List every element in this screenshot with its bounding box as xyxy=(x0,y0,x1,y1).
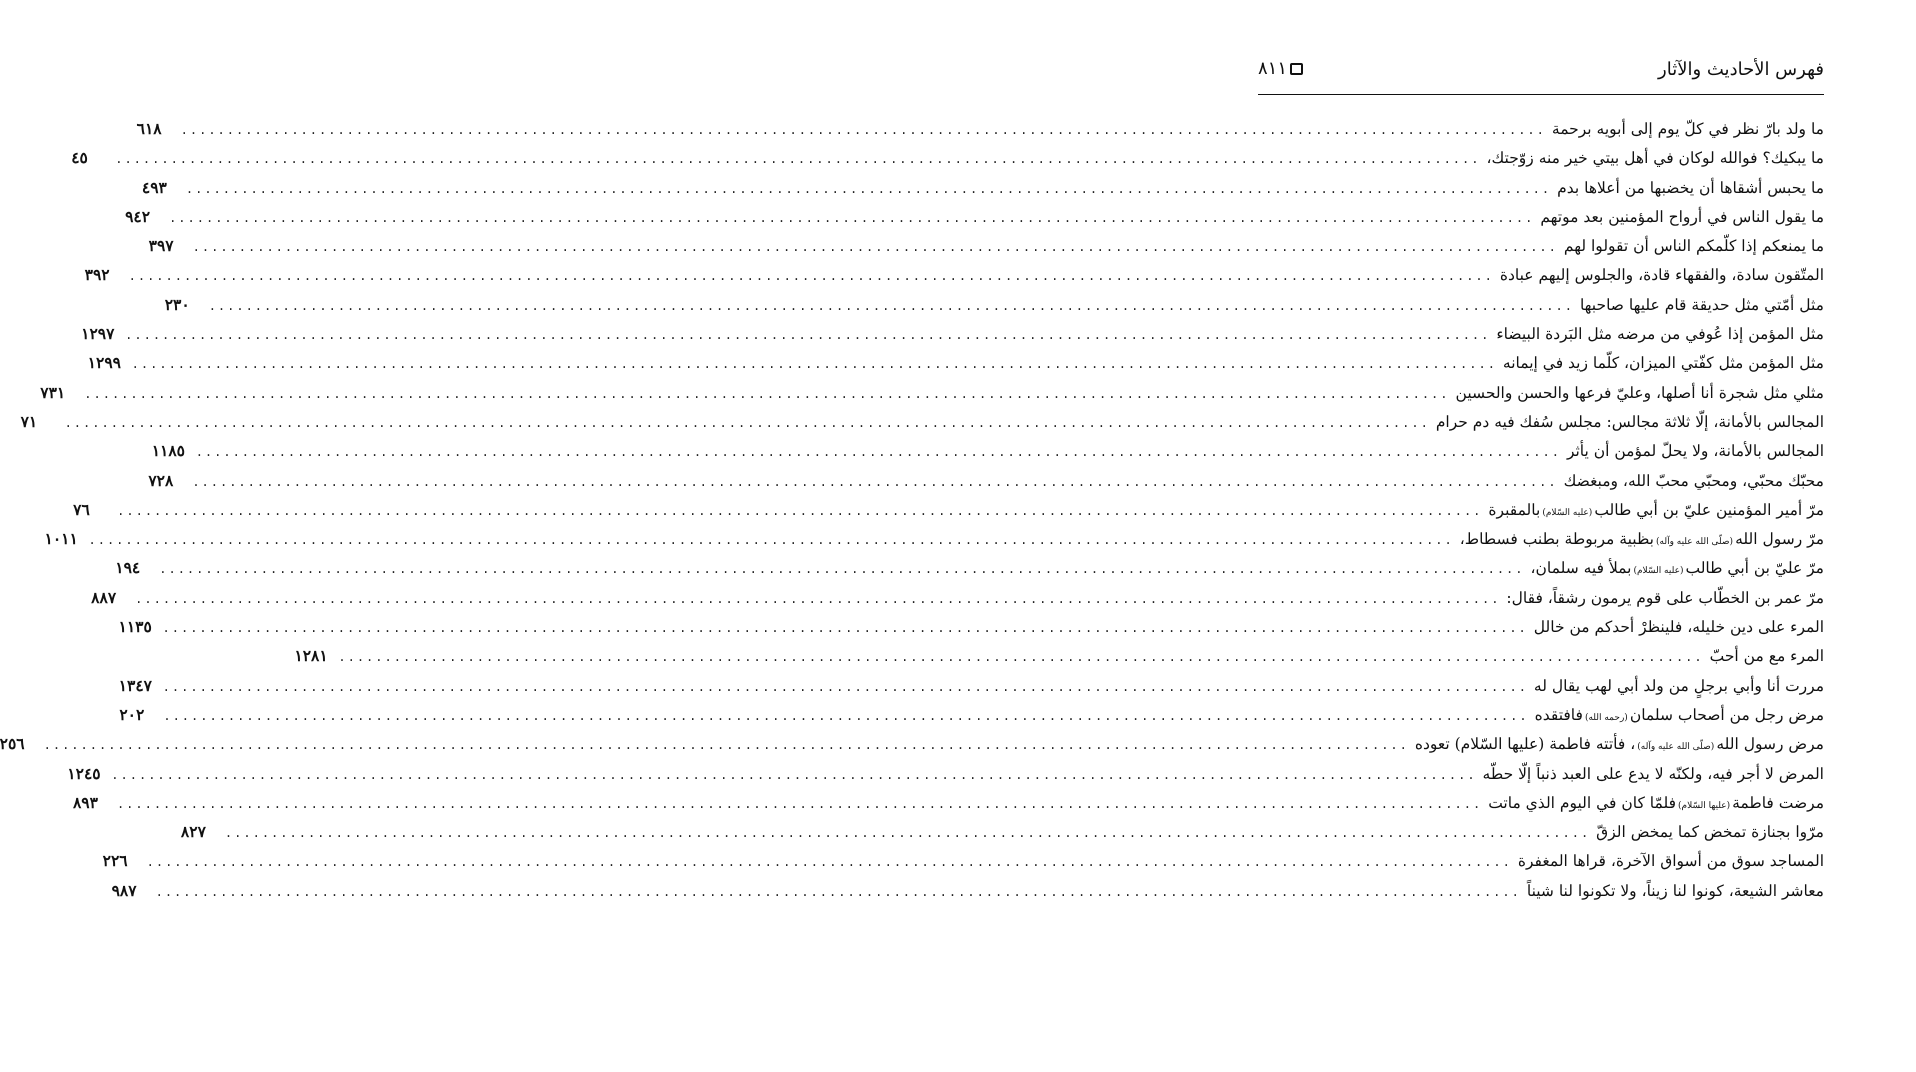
leader-dots xyxy=(163,709,1528,723)
leader-dots xyxy=(225,826,1590,840)
index-entry xyxy=(180,822,1824,851)
entry-text-main: مثل المؤمن مثل كفّتي الميزان، كلّما زيد في إيمانه xyxy=(1502,354,1824,373)
index-entry xyxy=(141,177,1824,207)
page-number xyxy=(1258,58,1303,79)
entry-page-number: ٢٥٦ xyxy=(0,734,25,754)
leader-dots xyxy=(111,768,1476,782)
entry-text xyxy=(1456,384,1824,402)
entry-page-number: ٨٢٧ xyxy=(180,822,206,842)
entry-honorific-note: (رحمه الله) xyxy=(1584,712,1628,723)
entry-page-number: ١٢٩٩ xyxy=(87,353,121,373)
leader-dots xyxy=(192,475,1557,489)
entry-text-main: مرّوا بجنازة تمخض كما يمخض الزقّ xyxy=(1596,823,1824,842)
leader-dots xyxy=(132,357,1497,371)
index-entry xyxy=(20,411,1824,441)
entry-text xyxy=(1596,823,1824,841)
entry-text-after: فافتقده xyxy=(1534,705,1583,724)
leader-dots xyxy=(117,797,1482,811)
entry-text xyxy=(1540,208,1824,226)
index-entry xyxy=(111,880,1824,910)
entry-page-number: ٣٩٢ xyxy=(84,265,110,285)
index-entry xyxy=(73,499,1824,529)
entry-text xyxy=(1415,735,1824,753)
entry-page-number: ٧٦ xyxy=(73,499,90,519)
leader-dots xyxy=(163,680,1528,694)
entry-text xyxy=(1506,589,1824,607)
entry-honorific-note: (عليه السّلام) xyxy=(1542,507,1593,518)
index-entry xyxy=(125,206,1824,236)
entry-page-number: ٧٢٨ xyxy=(148,470,174,490)
entry-text xyxy=(1564,472,1824,490)
entry-honorific-note: (عليها السّلام) xyxy=(1678,800,1731,811)
leader-dots xyxy=(115,152,1480,166)
entry-page-number: ٢٣٠ xyxy=(164,294,190,314)
leader-dots xyxy=(169,211,1534,225)
entry-text-main: مثل المؤمن إذا عُوفي من مرضه مثل البَردة البيضاء xyxy=(1496,325,1824,344)
index-entry xyxy=(115,558,1824,587)
entry-text-main: مرّ أمير المؤمنين عليّ بن أبي طالب xyxy=(1594,500,1824,519)
entry-text-main: المرض لا أجر فيه، ولكنّه لا يدع على العبد ذنباً إلّا حطّه xyxy=(1482,764,1824,783)
index-entry xyxy=(71,148,1824,177)
entry-text xyxy=(1531,559,1825,577)
index-entry xyxy=(40,382,1824,412)
entry-text xyxy=(1488,501,1824,519)
entry-page-number: ٩٤٢ xyxy=(125,206,151,226)
index-entry xyxy=(72,792,1824,822)
entry-text-main: معاشر الشيعة، كونوا لنا زيناً، ولا تكونوا لنا شيناً xyxy=(1526,881,1824,900)
index-entry xyxy=(119,704,1824,734)
index-entry xyxy=(164,294,1824,324)
entry-text-after: فلمّا كان في اليوم الذي ماتت xyxy=(1488,793,1677,812)
entry-text xyxy=(1436,413,1824,431)
entry-text xyxy=(1710,647,1824,665)
entry-text-main: مرض رجل من أصحاب سلمان xyxy=(1629,705,1824,724)
entry-page-number: ٤٥ xyxy=(71,148,88,168)
leader-dots xyxy=(156,885,1521,899)
entry-text xyxy=(1557,179,1824,197)
entry-text-after: بالمقبرة xyxy=(1488,500,1541,519)
entry-text-main: ما ولد بارّ نظر في كلّ يوم إلى أبويه برحمة xyxy=(1551,120,1824,138)
leader-dots xyxy=(181,123,1546,137)
index-entry xyxy=(118,675,1824,705)
leader-dots xyxy=(193,240,1558,254)
leader-dots xyxy=(186,182,1551,196)
entry-text-main: المرء على دين خليله، فلينظرْ أحدكم من خالل xyxy=(1533,618,1824,637)
leader-dots xyxy=(135,592,1500,606)
entry-page-number: ١٢٨١ xyxy=(294,646,328,666)
entry-text xyxy=(1488,794,1824,812)
entry-page-number: ٤٩٣ xyxy=(141,177,167,197)
header-rule xyxy=(1258,94,1824,95)
entry-text-after: ، فأتته فاطمة (عليها السّلام) تعوده xyxy=(1414,735,1636,754)
leader-dots xyxy=(117,504,1482,518)
leader-dots xyxy=(209,299,1574,313)
index-entry xyxy=(87,353,1824,382)
index-entry xyxy=(44,529,1824,558)
entry-page-number: ١٩٤ xyxy=(115,558,141,578)
entry-text-main: المساجد سوق من أسواق الآخرة، قراها المغفرة xyxy=(1517,852,1824,871)
entry-page-number: ١٢٩٧ xyxy=(81,324,115,344)
entry-text-main: مرّ عليّ بن أبي طالب xyxy=(1685,559,1824,578)
index-entry xyxy=(294,646,1824,675)
entry-text-main: ما يمنعكم إذا كلّمكم الناس أن تقولوا لهم xyxy=(1563,237,1824,256)
index-entry xyxy=(148,236,1824,265)
entry-text-after: بملأ فيه سلمان، xyxy=(1530,559,1632,578)
entry-honorific-note: (عليه السّلام) xyxy=(1633,566,1684,577)
entry-text xyxy=(1564,237,1824,255)
entry-text xyxy=(1500,266,1824,284)
entry-text-after: بظبية مربوطة بطنب فسطاط، xyxy=(1459,530,1654,549)
leader-dots xyxy=(147,855,1512,869)
entry-honorific-note: (صلّى الله عليه وآله) xyxy=(1655,537,1734,548)
page-header xyxy=(1258,58,1824,88)
entry-text-main: محبّك محبّي، ومحبّي محبّ الله، ومبغضك xyxy=(1563,471,1824,490)
entry-text-main: ما يقول الناس في أرواح المؤمنين بعد موتهم xyxy=(1540,207,1824,226)
index-entry xyxy=(151,441,1824,470)
entry-text xyxy=(1503,354,1824,372)
page-number-text: ٨١١ xyxy=(1258,58,1288,79)
running-title: فهرس الأحاديث والآثار xyxy=(1658,58,1824,80)
index-entry xyxy=(136,119,1824,148)
entry-page-number: ٨٨٧ xyxy=(91,587,117,607)
page-marker-icon xyxy=(1290,63,1303,75)
leader-dots xyxy=(338,650,1703,664)
entry-text-main: ما يحبس أشقاها أن يخضبها من أعلاها بدم xyxy=(1557,178,1824,197)
index-entry xyxy=(0,734,1824,763)
entry-page-number: ١١٨٥ xyxy=(151,441,185,461)
entry-text xyxy=(1483,765,1824,783)
entry-text xyxy=(1496,325,1824,343)
entry-text xyxy=(1486,149,1824,167)
entry-page-number: ١٣٤٧ xyxy=(118,675,152,695)
leader-dots xyxy=(89,533,1454,547)
entry-text xyxy=(1552,120,1824,138)
entry-page-number: ٣٩٧ xyxy=(148,236,174,256)
hadith-index-list xyxy=(0,119,1824,910)
index-entry xyxy=(118,617,1824,646)
leader-dots xyxy=(159,562,1524,576)
entry-text-main: مثل أمّتي مثل حديقة قام عليها صاحبها xyxy=(1579,295,1824,314)
entry-page-number: ١١٣٥ xyxy=(118,617,152,637)
entry-text-main: مرّ عمر بن الخطّاب على قوم يرمون رشقاً، فقال: xyxy=(1506,588,1824,607)
entry-text xyxy=(1534,677,1824,695)
entry-text xyxy=(1527,882,1824,900)
entry-page-number: ٨٩٣ xyxy=(72,792,98,812)
entry-text xyxy=(1534,618,1824,636)
entry-text-main: المجالس بالأمانة، ولا يحلّ لمؤمن أن يأثر xyxy=(1566,442,1824,461)
leader-dots xyxy=(196,445,1561,459)
leader-dots xyxy=(65,416,1430,430)
index-entry xyxy=(102,851,1824,880)
entry-text xyxy=(1535,706,1824,724)
entry-text-main: مرضت فاطمة xyxy=(1732,793,1824,812)
leader-dots xyxy=(44,738,1409,752)
entry-text-main: مرّ رسول الله xyxy=(1735,530,1824,549)
entry-text-main: مررت أنا وأبي برجلٍ من ولد أبي لهب يقال له xyxy=(1533,676,1824,695)
entry-page-number: ٧٣١ xyxy=(40,382,66,402)
entry-page-number: ٦١٨ xyxy=(136,119,162,138)
entry-page-number: ٢٠٢ xyxy=(119,704,145,724)
index-entry xyxy=(148,470,1824,500)
index-entry xyxy=(84,265,1824,294)
entry-text xyxy=(1567,442,1824,460)
entry-page-number: ٢٢٦ xyxy=(102,851,128,871)
entry-page-number: ٩٨٧ xyxy=(111,880,137,900)
entry-text-main: المتّقون سادة، والفقهاء قادة، والجلوس إليهم عبادة xyxy=(1499,266,1824,285)
entry-page-number: ٧١ xyxy=(20,411,38,431)
entry-text xyxy=(1580,296,1824,314)
entry-text xyxy=(1518,852,1824,870)
entry-text-main: مثلي مثل شجرة أنا أصلها، وعليّ فرعها والحسن والحسين xyxy=(1455,383,1824,402)
leader-dots xyxy=(84,387,1449,401)
entry-text-main: ما يبكيك؟ فوالله لوكان في أهل بيتي خير منه زوّجتك، xyxy=(1486,149,1824,168)
index-entry xyxy=(91,587,1824,617)
entry-text-main: مرض رسول الله xyxy=(1716,735,1824,754)
leader-dots xyxy=(129,269,1494,283)
leader-dots xyxy=(163,621,1528,635)
entry-honorific-note: (صلّى الله عليه وآله) xyxy=(1637,742,1715,753)
entry-text-main: المجالس بالأمانة، إلّا ثلاثة مجالس: مجلس سُفك فيه دم حرام xyxy=(1435,412,1824,431)
entry-text-main: المرء مع من أحبّ xyxy=(1709,647,1824,666)
leader-dots xyxy=(125,328,1490,342)
index-entry xyxy=(67,763,1824,793)
index-entry xyxy=(81,324,1824,353)
entry-page-number: ١٢٤٥ xyxy=(67,763,101,783)
entry-text xyxy=(1460,530,1824,548)
entry-page-number: ١٠١١ xyxy=(44,529,78,549)
